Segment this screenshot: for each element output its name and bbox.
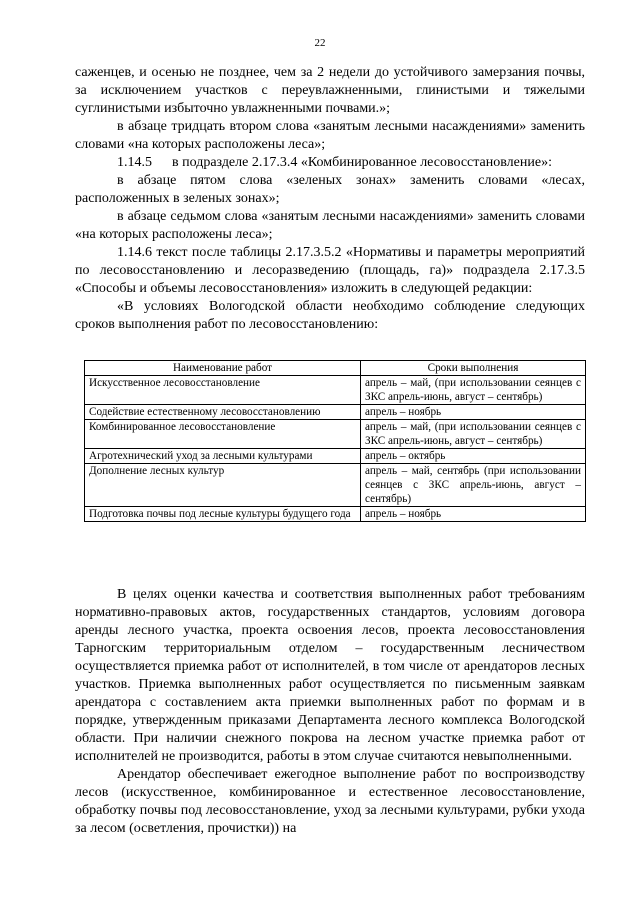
deadline-cell: апрель – ноябрь	[361, 507, 586, 522]
deadline-cell: апрель – ноябрь	[361, 405, 586, 420]
section-number: 1.14.5	[117, 155, 152, 170]
deadline-cell: апрель – май, сентябрь (при использовании сеянцев с ЗКС апрель-июнь, август – сентябрь)	[361, 464, 586, 507]
paragraph: в абзаце пятом слова «зеленых зонах» заменить словами «лесах, расположенных в зеленых зонах»;	[75, 173, 585, 206]
paragraph: в абзаце тридцать втором слова «занятым лесными насаждениями» заменить словами «на которых расположены леса»;	[75, 119, 585, 152]
table-row	[85, 464, 586, 507]
paragraph: В целях оценки качества и соответствия выполненных работ требованиям нормативно-правовых актов, государственных стандартов, условиям договора аренды лесного участка, проекта освоения лесов, проекта лесовосстановления Тарногским территориальным отделом – государственным лесничеством осуществляется приемка работ от исполнителей, в том числе от арендаторов лесных участков. Приемка выполненных работ осуществляется по письменным заявкам арендатора с составлением акта приемки выполненных работ по формам и в порядке, утвержденным приказами Департамента лесного комплекса Вологодской области. При наличии снежного покрова на лесном участке приемка работ от исполнителей не производится, работы в этом случае считаются невыполненными.	[75, 587, 585, 764]
top-text-block	[75, 64, 585, 334]
work-name-cell: Содействие естественному лесовосстановлению	[85, 405, 361, 420]
paragraph: в абзаце седьмом слова «занятым лесными насаждениями» заменить словами «на которых расположены леса»;	[75, 209, 585, 242]
bottom-text-block	[75, 586, 585, 838]
table-row	[85, 507, 586, 522]
paragraph: «В условиях Вологодской области необходимо соблюдение следующих сроков выполнения работ по лесовосстановлению:	[75, 299, 585, 332]
work-schedule-table	[84, 360, 586, 522]
work-name-cell: Комбинированное лесовосстановление	[85, 420, 361, 449]
work-name-cell: Дополнение лесных культур	[85, 464, 361, 507]
paragraph: Арендатор обеспечивает ежегодное выполнение работ по воспроизводству лесов (искусственное, комбинированное и естественное лесовосстановление, обработку почвы под лесовосстановление, уход за лесными культурами, рубки ухода за лесом (осветления, прочистки)) на	[75, 767, 585, 836]
table-row	[85, 420, 586, 449]
section-text: в подразделе 2.17.3.4 «Комбинированное лесовосстановление»:	[172, 155, 552, 170]
section-heading-1-14-6: 1.14.6 текст после таблицы 2.17.3.5.2 «Нормативы и параметры мероприятий по лесовосстановлению и лесоразведению (площадь, га)» подраздела 2.17.3.5 «Способы и объемы лесовосстановления» изложить в следующей редакции:	[75, 245, 585, 296]
table-row	[85, 449, 586, 464]
table-row	[85, 376, 586, 405]
column-header: Наименование работ	[85, 361, 361, 376]
section-heading-1-14-5	[75, 154, 585, 172]
work-name-cell: Агротехнический уход за лесными культурами	[85, 449, 361, 464]
table-row	[85, 405, 586, 420]
deadline-cell: апрель – октябрь	[361, 449, 586, 464]
column-header: Сроки выполнения	[361, 361, 586, 376]
deadline-cell: апрель – май, (при использовании сеянцев с ЗКС апрель-июнь, август – сентябрь)	[361, 420, 586, 449]
table-header-row	[85, 361, 586, 376]
work-name-cell: Искусственное лесовосстановление	[85, 376, 361, 405]
work-name-cell: Подготовка почвы под лесные культуры будущего года	[85, 507, 361, 522]
paragraph: саженцев, и осенью не позднее, чем за 2 недели до устойчивого замерзания почвы, за исключением участков с переувлажненными, глинистыми и тяжелыми суглинистыми избыточно увлажненными почвами.»;	[75, 65, 585, 116]
deadline-cell: апрель – май, (при использовании сеянцев с ЗКС апрель-июнь, август – сентябрь)	[361, 376, 586, 405]
page-number: 22	[314, 37, 326, 49]
